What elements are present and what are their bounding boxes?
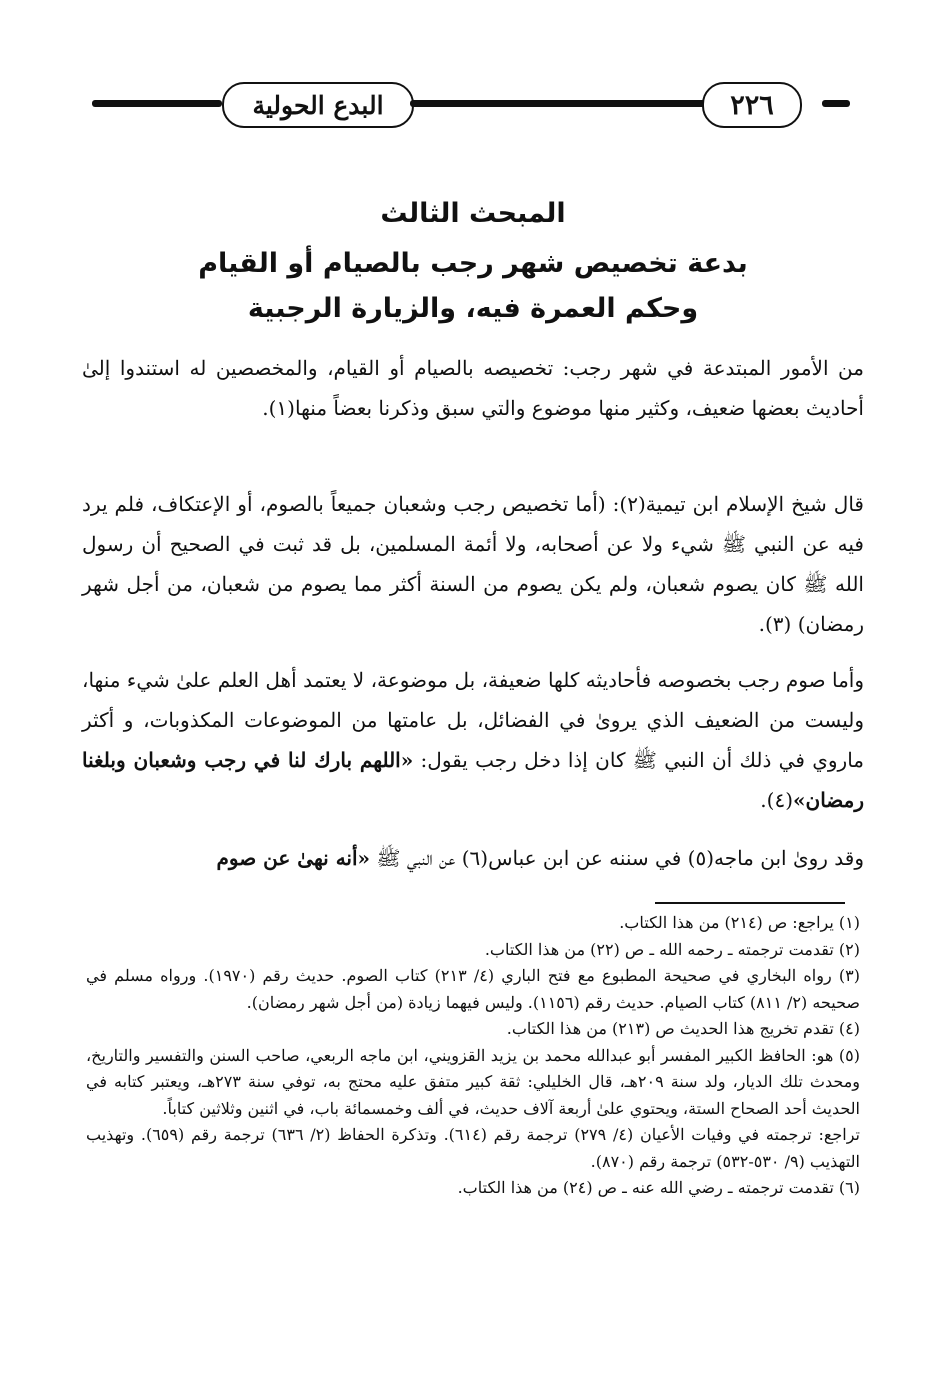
paragraph-1: من الأمور المبتدعة في شهر رجب: تخصيصه بالصيام أو القيام، والمخصصين له استندوا إلىٰ أحاديث بعضها ضعيف، وكثير منها موضوع والتي سبق وذكرنا بعضاً منها(١). — [82, 356, 864, 420]
paragraph-3 — [82, 660, 864, 820]
paragraph-4-text: وقد روىٰ ابن ماجه(٥) في سننه عن ابن عباس(٦) عن النبي ﷺ — [370, 846, 864, 870]
section-title-line-2: وحكم العمرة فيه، والزيارة الرجبية — [247, 293, 699, 324]
footnote-4: (٤) تقدم تخريج هذا الحديث ص (٢١٣) من هذا الكتاب. — [506, 1019, 860, 1038]
section-title-line-1: بدعة تخصيص شهر رجب بالصيام أو القيام — [198, 248, 748, 279]
page-header — [92, 78, 834, 130]
footnote-5-references: تراجع: ترجمته في وفيات الأعيان (٤/ ٢٧٩) ترجمة رقم (٦١٤). وتذكرة الحفاظ (٢/ ٦٣٦) ترجمة رقم (٦٥٩). وتهذيب التهذيب (٩/ ٥٣٠-٥٣٢) ترجمة رقم (٨٧٠). — [86, 1125, 861, 1171]
section-heading: المبحث الثالث — [380, 198, 566, 229]
footnote-3: (٣) رواه البخاري في صحيحة المطبوع مع فتح الباري (٤/ ٢١٣) كتاب الصوم. حديث رقم (١٩٧٠). ورواه مسلم في صحيحه (٢/ ٨١١) كتاب الصيام. حديث رقم (١١٥٦). وليس فيهما زيادة (من أجل شهر رمضان). — [86, 966, 860, 1012]
paragraph-2: قال شيخ الإسلام ابن تيمية(٢): (أما تخصيص رجب وشعبان جميعاً بالصوم، أو الإعتكاف، فلم يرد فيه عن النبي ﷺ شيء ولا عن أصحابه، ولا أئمة المسلمين، بل قد ثبت في الصحيح أن رسول الله ﷺ كان يصوم شعبان، ولم يكن يصوم من السنة أكثر مما يصوم من شعبان، من أجل شهر رمضان) (٣). — [82, 492, 864, 636]
paragraph-4 — [82, 838, 864, 878]
footnote-5: (٥) هو: الحافظ الكبير المفسر أبو عبدالله محمد بن يزيد القزويني، ابن ماجه الربعي، صاحب السنن والتفسير والتاريخ، ومحدث تلك الديار، ولد سنة ٢٠٩هـ، قال الخليلي: ثقة كبير متفق عليه محتج به، توفي سنة ٢٧٣هـ، ويعتبر كتابه في الحديث أحد الصحاح الستة، ويحتوي علىٰ أربعة آلاف حديث، في ألف وخمسمائة باب، في اثنين وثلاثين كتاباً. — [86, 1045, 860, 1118]
book-title: البدع الحولية — [222, 82, 414, 128]
footnote-6: (٦) تقدمت ترجمته ـ رضي الله عنه ـ ص (٢٤) من هذا الكتاب. — [457, 1178, 860, 1197]
footnotes — [86, 910, 860, 1202]
paragraph-3-ref: (٤). — [760, 788, 793, 812]
footnote-2: (٢) تقدمت ترجمته ـ رحمه الله ـ ص (٢٢) من هذا الكتاب. — [484, 939, 860, 959]
hadith-quote-2: «أنه نهىٰ عن صوم — [216, 846, 371, 870]
hadith-quote: «اللهم بارك لنا في رجب وشعبان وبلغنا رمضان» — [82, 748, 864, 812]
page-number: ٢٢٦ — [702, 82, 802, 128]
footnote-1: (١) يراجع: ص (٢١٤) من هذا الكتاب. — [619, 913, 860, 932]
footnote-separator — [655, 902, 845, 904]
paragraph-3-text: وأما صوم رجب بخصوصه فأحاديثه كلها ضعيفة، بل موضوعة، لا يعتمد أهل العلم علىٰ شيء منها، وليست من الضعيف الذي يروىٰ في الفضائل، بل عامتها من الموضوعات المكذوبات، و أكثر ماروي في ذلك أن النبي ﷺ كان إذا دخل رجب يقول: — [82, 668, 865, 772]
header-rule-right — [822, 100, 850, 107]
header-rule-left — [92, 100, 222, 107]
